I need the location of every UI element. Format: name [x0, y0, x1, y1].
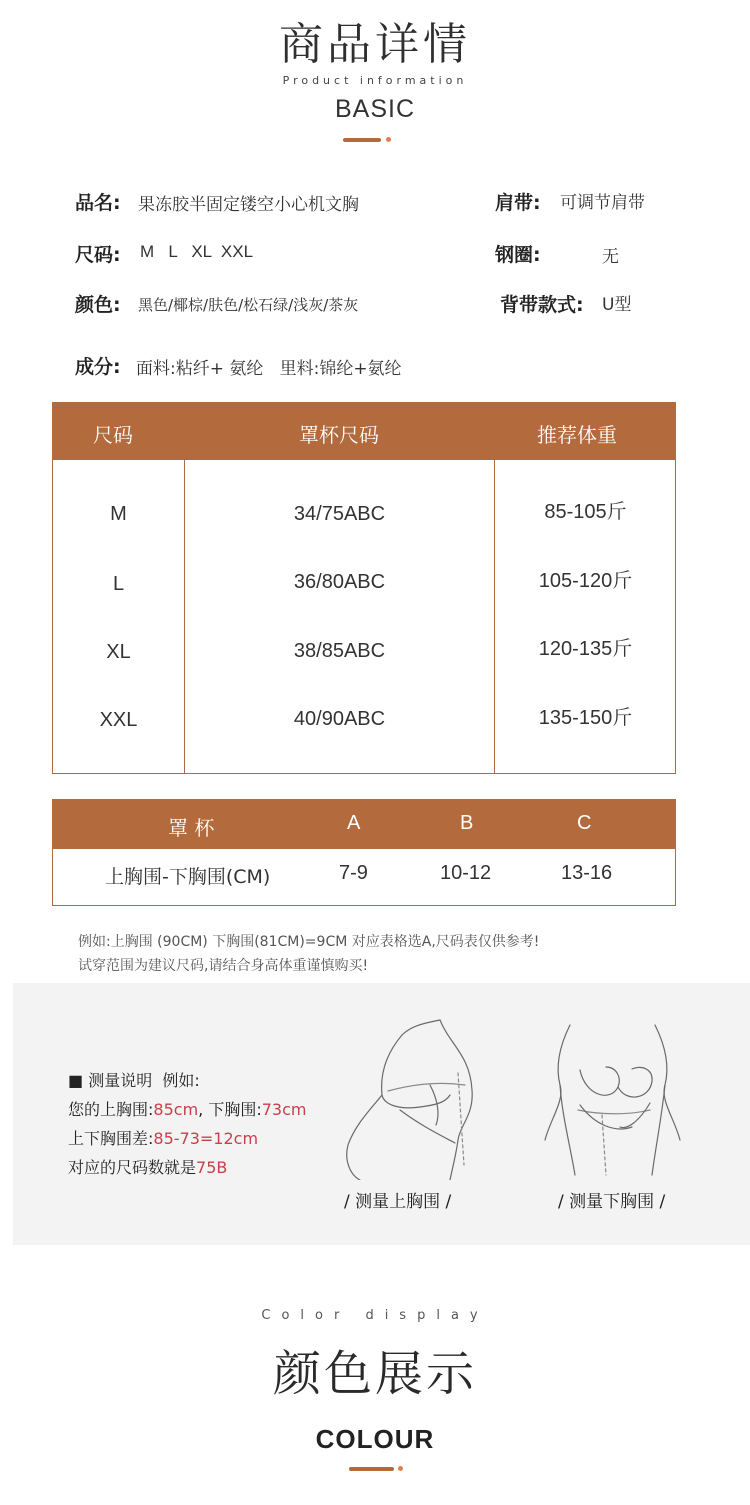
- size-result-label: 对应的尺码数就是: [68, 1158, 197, 1177]
- strap-label: 肩带:: [495, 192, 541, 214]
- cup-table: [52, 799, 676, 906]
- table-cell-cup: 38/85ABC: [293, 640, 386, 662]
- measure-line-1: [68, 1097, 306, 1120]
- accent-dot-bottom: [398, 1466, 403, 1471]
- color-label: 颜色:: [75, 294, 121, 316]
- table-cell-cup: 34/75ABC: [293, 503, 386, 525]
- table-cell-size: L: [112, 573, 125, 595]
- caption-upper-bust: / 测量上胸围 /: [344, 1192, 452, 1212]
- caption-lower-bust: / 测量下胸围 /: [558, 1192, 666, 1212]
- lower-bust-label: , 下胸围:: [198, 1100, 262, 1119]
- measure-line-2: [68, 1126, 258, 1149]
- cup-header-label: 罩 杯: [168, 816, 215, 840]
- name-label: 品名:: [75, 192, 121, 214]
- table-cell-size: M: [110, 503, 127, 525]
- table-cell-size: XXL: [99, 709, 138, 731]
- name-value: 果冻胶半固定镂空小心机文胸: [138, 195, 359, 215]
- cup-row-c: 13-16: [561, 862, 613, 884]
- header-size: 尺码: [93, 423, 133, 447]
- cup-row-a: 7-9: [339, 862, 368, 884]
- difference-value: 85-73=12cm: [153, 1129, 259, 1148]
- table-cell-weight: 85-105斤: [544, 501, 627, 523]
- back-label: 背带款式:: [500, 294, 584, 316]
- accent-dot: [386, 137, 391, 142]
- table-cell-weight: 120-135斤: [538, 638, 633, 660]
- size-label: 尺码:: [75, 244, 121, 266]
- upper-bust-value: 85cm: [153, 1100, 199, 1119]
- accent-divider: [343, 138, 381, 142]
- table-cell-weight: 105-120斤: [538, 570, 633, 592]
- size-table: [52, 402, 676, 774]
- material-label: 成分:: [75, 356, 121, 378]
- colour-heading: COLOUR: [315, 1424, 435, 1454]
- accent-divider-bottom: [349, 1467, 394, 1471]
- note-line-2: 试穿范围为建议尺码,请结合身高体重谨慎购买!: [78, 958, 369, 974]
- lower-bust-illustration: [540, 1015, 690, 1180]
- upper-bust-label: 您的上胸围:: [68, 1100, 154, 1119]
- table-cell-cup: 40/90ABC: [293, 708, 386, 730]
- cup-row-b: 10-12: [440, 862, 492, 884]
- color-section-title: 颜色展示: [272, 1346, 477, 1402]
- upper-bust-illustration: [340, 1015, 495, 1180]
- back-value: U型: [602, 295, 632, 315]
- header-cup-size: 罩杯尺码: [299, 423, 379, 447]
- cup-row-label: 上胸围-下胸围(CM): [105, 866, 271, 888]
- color-value: 黑色/椰棕/肤色/松石绿/浅灰/茶灰: [138, 296, 359, 314]
- strap-value: 可调节肩带: [560, 193, 645, 213]
- wire-label: 钢圈:: [495, 244, 541, 266]
- note-line-1: 例如:上胸围 (90CM) 下胸围(81CM)=9CM 对应表格选A,尺码表仅供参考!: [78, 934, 540, 950]
- page-subtitle: Product information: [282, 74, 468, 87]
- table-cell-weight: 135-150斤: [538, 707, 633, 729]
- page-title: 商品详情: [279, 19, 471, 70]
- measure-heading: ■ 测量说明 例如:: [68, 1071, 200, 1090]
- header-weight: 推荐体重: [537, 423, 617, 447]
- size-value: M L XL XXL: [140, 242, 254, 261]
- table-cell-size: XL: [106, 641, 131, 663]
- cup-header-b: B: [460, 812, 474, 834]
- size-result-value: 75B: [196, 1158, 228, 1177]
- basic-heading: BASIC: [334, 95, 416, 123]
- difference-label: 上下胸围差:: [68, 1129, 154, 1148]
- color-section-subtitle: Color display: [261, 1308, 489, 1323]
- measure-line-3: [68, 1155, 227, 1178]
- cup-header-c: C: [577, 812, 592, 834]
- material-value: 面料:粘纤+ 氨纶 里料:锦纶+氨纶: [136, 359, 402, 379]
- cup-header-a: A: [347, 812, 361, 834]
- wire-value: 无: [602, 247, 619, 267]
- lower-bust-value: 73cm: [261, 1100, 307, 1119]
- table-cell-cup: 36/80ABC: [293, 571, 386, 593]
